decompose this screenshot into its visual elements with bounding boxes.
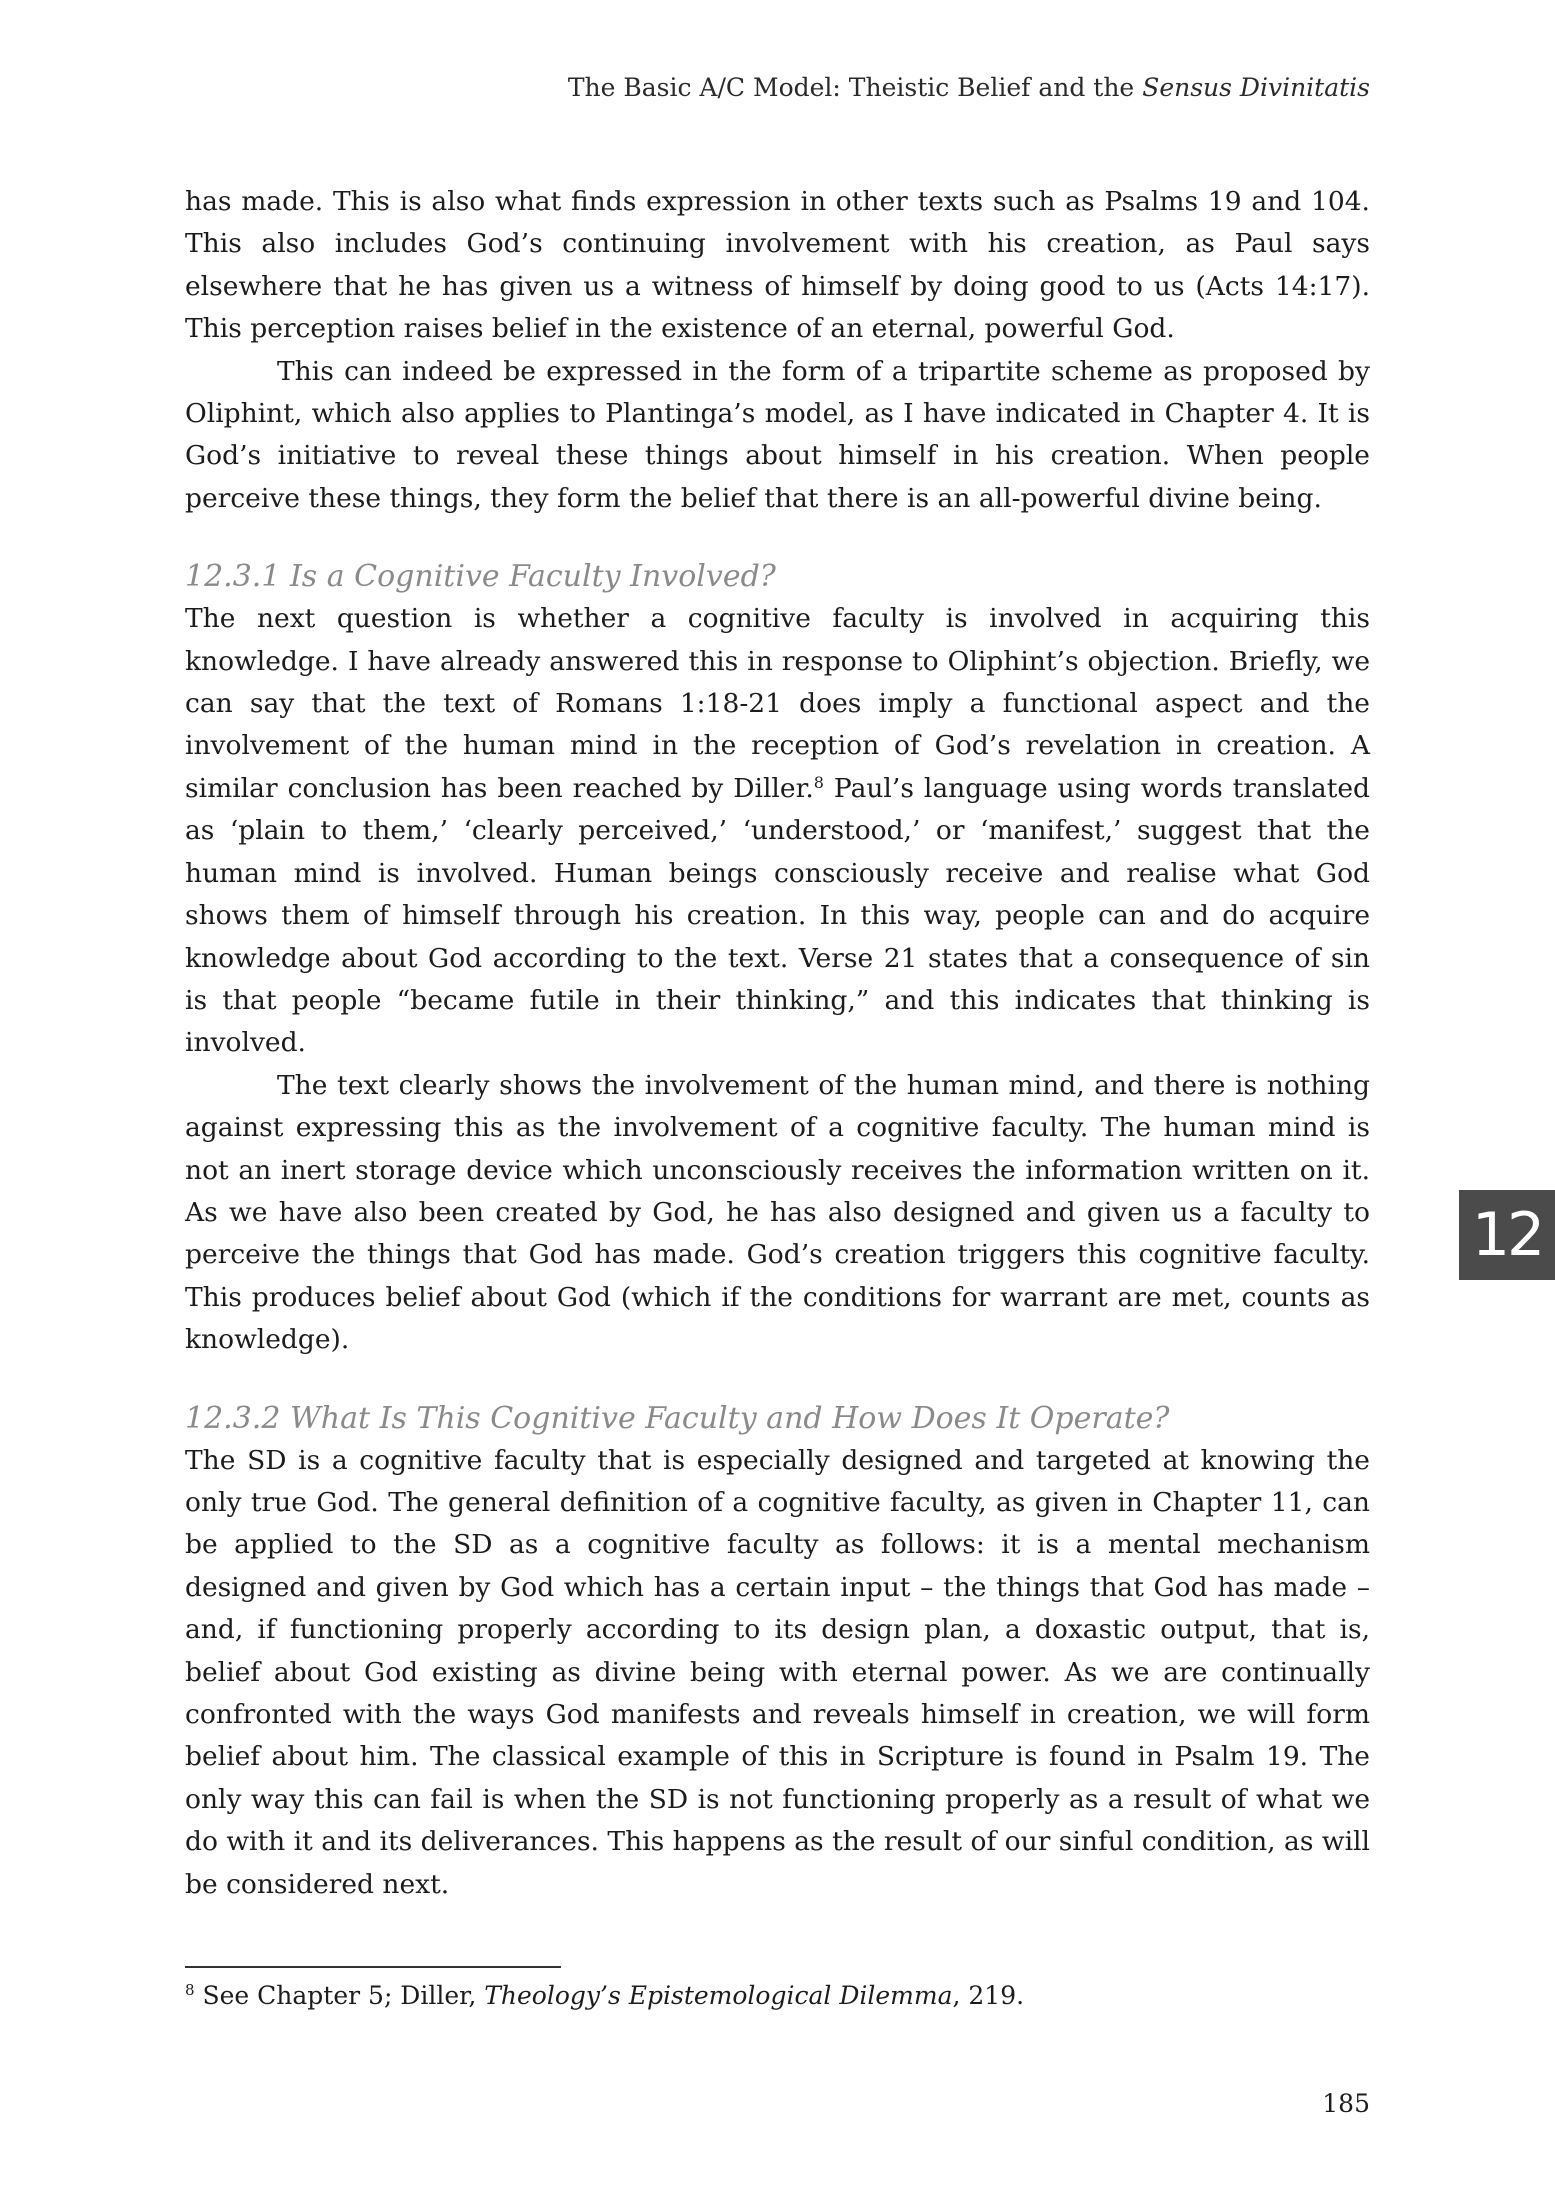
- paragraph: This can indeed be expressed in the form of a tripartite scheme as proposed by Oliphint, which also applies to Plantinga’s model, as I have indicated in Chapter 4. It is God’s initiative to reveal these things about himself in his creation. When people perceive these things, they form the belief that there is an all-powerful divine being.: [185, 355, 1370, 514]
- running-header-italic: Sensus Divinitatis: [1142, 73, 1370, 102]
- footnote-divider: [185, 1966, 561, 1968]
- footnote-book-title: Theology’s Epistemological Dilemma: [484, 1981, 953, 2010]
- main-text: [185, 181, 1370, 1906]
- page-number: 185: [1322, 2089, 1370, 2118]
- paragraph-text: Paul’s language using words translated as ‘plain to them,’ ‘clearly perceived,’ ‘understood,’ or ‘manifest,’ suggest that the human mind is involved. Human beings consciously receive and realise what God shows them of himself through his creation. In this way, people can and do acquire knowledge about God according to the text. Verse 21 states that a consequence of sin is that people “became futile in their thinking,” and this indicates that thinking is involved.: [185, 772, 1370, 1059]
- footnote: [185, 1978, 1370, 2014]
- paragraph: The text clearly shows the involvement of the human mind, and there is nothing against expressing this as the involvement of a cognitive faculty. The human mind is not an inert storage device which unconsciously receives the information written on it. As we have also been created by God, he has also designed and given us a faculty to perceive the things that God has made. God’s creation triggers this cognitive faculty. This produces belief about God (which if the conditions for warrant are met, counts as knowledge).: [185, 1069, 1370, 1356]
- section-heading: 12.3.2 What Is This Cognitive Faculty and How Does It Operate?: [185, 1400, 1170, 1436]
- section-heading: 12.3.1 Is a Cognitive Faculty Involved?: [185, 559, 776, 595]
- chapter-tab: 12: [1459, 1190, 1555, 1280]
- footnote-reference[interactable]: 8: [813, 772, 824, 792]
- footnote-text: See Chapter 5; Diller,: [194, 1981, 485, 2010]
- paragraph: has made. This is also what finds expression in other texts such as Psalms 19 and 104. This also includes God’s continuing involvement with his creation, as Paul says elsewhere that he has given us a witness of himself by doing good to us (Acts 14:17). This perception raises belief in the existence of an eternal, powerful God.: [185, 186, 1370, 345]
- paragraph: [185, 598, 1370, 1064]
- paragraph-text: The next question is whether a cognitive faculty is involved in acquiring this knowledge. I have already answered this in response to Oliphint’s objection. Briefly, we can say that the text of Romans 1:18-21 does imply a functional aspect and the involvement of the human mind in the reception of God’s revelation in creation. A similar conclusion has been reached by Diller.: [185, 603, 1370, 804]
- footnote-number: 8: [185, 1981, 195, 1999]
- paragraph: The SD is a cognitive faculty that is especially designed and targeted at knowing the only true God. The general definition of a cognitive faculty, as given in Chapter 11, can be applied to the SD as a cognitive faculty as follows: it is a mental mechanism designed and given by God which has a certain input – the things that God has made – and, if functioning properly according to its design plan, a doxastic output, that is, belief about God existing as divine being with eternal power. As we are continually confronted with the ways God manifests and reveals himself in creation, we will form belief about him. The classical example of this in Scripture is found in Psalm 19. The only way this can fail is when the SD is not functioning properly as a result of what we do with it and its deliverances. This happens as the result of our sinful condition, as will be considered next.: [185, 1444, 1370, 1900]
- running-header: [568, 70, 1370, 106]
- running-header-text: The Basic A/C Model: Theistic Belief and the: [567, 73, 1143, 102]
- footnote-text-end: , 219.: [952, 1981, 1025, 2010]
